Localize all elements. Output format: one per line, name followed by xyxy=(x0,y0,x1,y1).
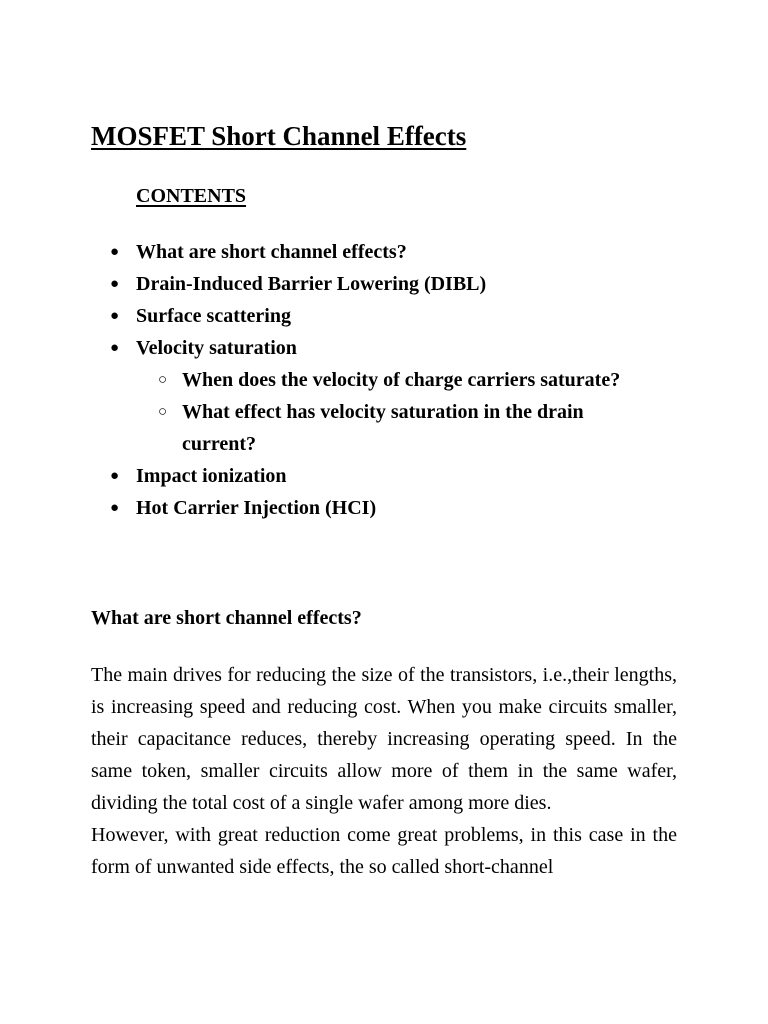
bullet-icon: ● xyxy=(110,244,120,260)
table-of-contents xyxy=(0,236,768,524)
bullet-icon: ● xyxy=(110,308,120,324)
toc-item-dibl xyxy=(0,268,768,300)
hollow-bullet-icon: ○ xyxy=(158,372,168,388)
toc-item-label: Drain-Induced Barrier Lowering (DIBL) xyxy=(136,273,487,295)
toc-item-velocity-saturation xyxy=(0,332,768,460)
section-heading: What are short channel effects? xyxy=(91,607,362,629)
toc-item-label: What are short channel effects? xyxy=(136,241,407,263)
toc-sublist xyxy=(136,364,768,460)
bullet-icon: ● xyxy=(110,468,120,484)
toc-subitem-label: When does the velocity of charge carriers saturate? xyxy=(182,369,621,391)
toc-item-label: Impact ionization xyxy=(136,465,287,487)
toc-item-surface-scattering xyxy=(0,300,768,332)
bullet-icon: ● xyxy=(110,276,120,292)
toc-subitem-label: What effect has velocity saturation in the drain current? xyxy=(182,401,584,455)
toc-subitem-velocity-saturate xyxy=(136,364,652,396)
toc-item-hci xyxy=(0,492,768,524)
toc-item-label: Surface scattering xyxy=(136,305,291,327)
contents-heading: CONTENTS xyxy=(136,185,247,207)
toc-item-label: Hot Carrier Injection (HCI) xyxy=(136,497,377,519)
body-paragraph: However, with great reduction come great problems, in this case in the form of unwanted side effects, the so called short-channel xyxy=(91,824,677,878)
toc-item-short-channel-effects xyxy=(0,236,768,268)
document-title: MOSFET Short Channel Effects xyxy=(91,121,467,151)
bullet-icon: ● xyxy=(110,500,120,516)
hollow-bullet-icon: ○ xyxy=(158,404,168,420)
body-paragraph: The main drives for reducing the size of the transistors, i.e.,their lengths, is increasing speed and reducing cost. When you make circuits smaller, their capacitance reduces, thereby increasing operating speed. In the same token, smaller circuits allow more of them in the same wafer, dividing the total cost of a single wafer among more dies. xyxy=(91,664,677,814)
toc-item-label: Velocity saturation xyxy=(136,337,297,359)
bullet-icon: ● xyxy=(110,340,120,356)
toc-subitem-drain-current xyxy=(136,396,652,460)
section-body xyxy=(91,659,677,883)
toc-item-impact-ionization xyxy=(0,460,768,492)
